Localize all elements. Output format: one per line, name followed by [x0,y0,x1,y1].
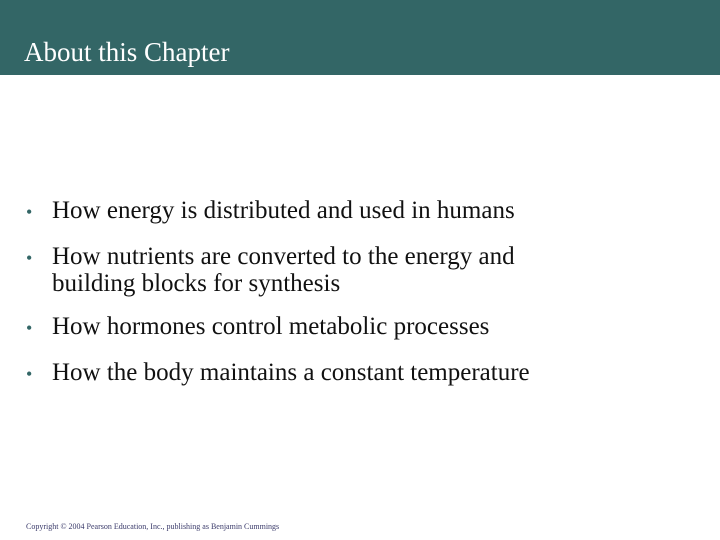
title-bar [0,0,720,75]
bullet-icon: • [26,202,33,222]
slide-title: About this Chapter [24,37,230,67]
bullet-icon: • [26,318,33,338]
bullet-text: How hormones control metabolic processes [52,313,490,340]
bullet-item [26,356,686,390]
copyright-notice: Copyright © 2004 Pearson Education, Inc., publishing as Benjamin Cummings [26,522,280,531]
bullet-text-continued: building blocks for synthesis [52,270,341,297]
bullet-icon: • [26,364,33,384]
bullet-item [26,310,686,344]
bullet-icon: • [26,248,33,268]
bullet-item [26,240,686,298]
bullet-item [26,194,686,228]
bullet-text: How energy is distributed and used in humans [52,197,515,224]
bullet-list [26,194,686,402]
bullet-text: How the body maintains a constant temperature [52,359,530,386]
bullet-text: How nutrients are converted to the energy and [52,243,515,270]
